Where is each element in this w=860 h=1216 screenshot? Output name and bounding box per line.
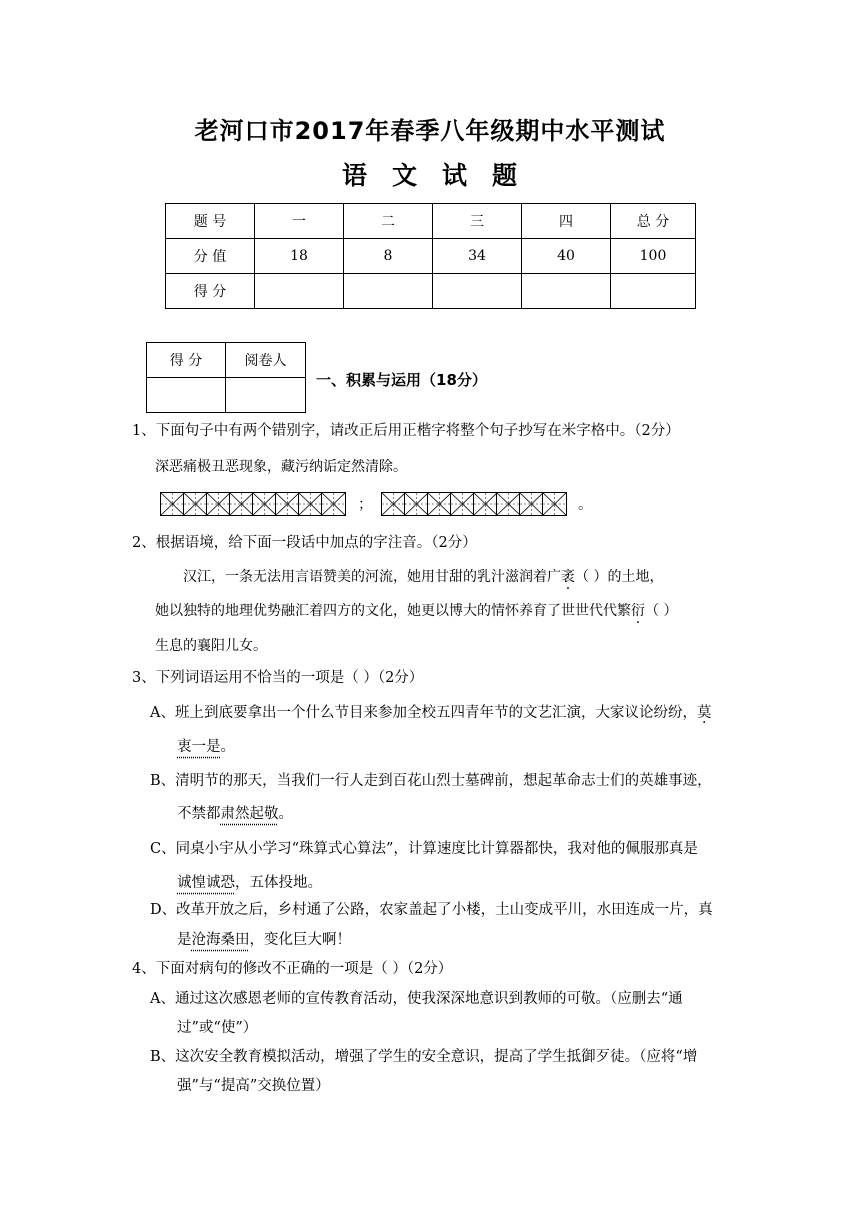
mi-grid-cell[interactable] — [451, 493, 474, 515]
writing-grid-left[interactable] — [160, 492, 346, 516]
score-entry-cell[interactable] — [433, 274, 522, 309]
answer-blank[interactable]: （ ） — [645, 603, 678, 619]
question-1-sentence: 深恶痛极丑恶现象，藏污纳诟定然清除。 — [155, 459, 407, 475]
question-2-line — [155, 600, 677, 620]
mi-grid-cell[interactable] — [184, 493, 207, 515]
dotted-text: 沧海桑田 — [191, 932, 250, 948]
question-2-line — [183, 566, 663, 586]
subtitle-char: 题 — [492, 161, 519, 190]
score-entry-cell[interactable] — [522, 274, 611, 309]
subtitle-char: 语 — [341, 161, 368, 190]
dotted-char: 衍 — [631, 603, 645, 619]
mi-grid-cell[interactable] — [428, 493, 451, 515]
table-cell: 题 号 — [166, 204, 255, 239]
table-cell: 40 — [522, 239, 611, 274]
writing-grid-right[interactable] — [381, 492, 567, 516]
question-2-line: 生息的襄阳儿女。 — [155, 638, 267, 654]
text-run: 不禁都 — [177, 806, 221, 822]
option-b-cont: 强”与“提高”交换位置） — [177, 1078, 330, 1094]
dotted-char: 袤 — [561, 569, 575, 585]
grader-name-label: 阅卷人 — [226, 343, 306, 378]
table-cell: 二 — [344, 204, 433, 239]
mi-grid-cell[interactable] — [207, 493, 230, 515]
table-cell: 分 值 — [166, 239, 255, 274]
table-cell: 四 — [522, 204, 611, 239]
mi-grid-cell[interactable] — [543, 493, 566, 515]
mi-grid-cell[interactable] — [253, 493, 276, 515]
text-run: ，变化巨大啊！ — [249, 932, 351, 948]
score-entry-cell[interactable] — [611, 274, 696, 309]
option-b: B、清明节的那天，当我们一行人走到百花山烈士墓碑前，想起革命志士们的英雄事迹， — [150, 773, 712, 789]
text-run: ，五体投地。 — [235, 875, 322, 891]
section-title: 一、积累与运用（18分） — [316, 371, 487, 389]
option-b-cont — [177, 804, 293, 824]
grader-name-entry[interactable] — [226, 378, 306, 413]
score-entry-cell[interactable] — [344, 274, 433, 309]
score-entry-cell[interactable] — [255, 274, 344, 309]
option-a-cont: 过”或“使”） — [177, 1020, 258, 1036]
table-cell: 18 — [255, 239, 344, 274]
subtitle-char: 文 — [391, 161, 418, 190]
dotted-text: 肃然起敬 — [220, 806, 279, 822]
option-c-cont — [177, 873, 322, 893]
text-run: 。 — [278, 806, 293, 822]
mi-grid-cell[interactable] — [497, 493, 520, 515]
table-cell: 得 分 — [166, 274, 255, 309]
grader-score-label: 得 分 — [147, 343, 226, 378]
grid-end-mark: 。 — [578, 497, 593, 513]
option-d: D、改革开放之后，乡村通了公路，农家盖起了小楼，土山变成平川，水田连成一片，真 — [150, 902, 713, 918]
text-run: 。 — [220, 739, 235, 755]
table-cell: 100 — [611, 239, 696, 274]
subtitle-char: 试 — [442, 161, 469, 190]
option-a-cont — [177, 737, 235, 757]
dotted-text: 诚惶诚恐 — [177, 875, 235, 891]
option-b: B、这次安全教育模拟活动，增强了学生的安全意识，提高了学生抵御歹徒。（应将“增 — [150, 1049, 698, 1065]
mi-grid-cell[interactable] — [474, 493, 497, 515]
answer-blank[interactable]: （ ）的土地， — [575, 569, 664, 585]
mi-grid-cell[interactable] — [382, 493, 405, 515]
text-run: 是 — [177, 932, 192, 948]
mi-grid-cell[interactable] — [276, 493, 299, 515]
option-a: A、通过这次感恩老师的宣传教育活动，使我深深地意识到教师的可敬。（应删去“通 — [150, 991, 683, 1007]
question-1-stem: 1、下面句子中有两个错别字，请改正后用正楷字将整个句子抄写在米字格中。（2分） — [132, 423, 680, 439]
grid-separator: ； — [358, 497, 373, 513]
grader-box — [146, 342, 306, 413]
mi-grid-cell[interactable] — [299, 493, 322, 515]
text-run: 她以独特的地理优势融汇着四方的文化，她更以博大的情怀养育了世世代代繁 — [155, 603, 631, 619]
table-cell: 34 — [433, 239, 522, 274]
table-cell: 三 — [433, 204, 522, 239]
table-cell: 一 — [255, 204, 344, 239]
score-table-header-row — [166, 204, 696, 239]
option-c: C、同桌小宇从小学习“珠算式心算法”，计算速度比计算器都快，我对他的佩服那真是 — [150, 841, 698, 857]
mi-grid-cell[interactable] — [161, 493, 184, 515]
text-run: A、班上到底要拿出一个什么节目来参加全校五四青年节的文艺汇演，大家议论纷纷， — [150, 705, 697, 721]
mi-grid-cell[interactable] — [405, 493, 428, 515]
table-cell: 总 分 — [611, 204, 696, 239]
text-run: 汉江，一条无法用言语赞美的河流，她用甘甜的乳汁滋润着广 — [183, 569, 561, 585]
table-cell: 8 — [344, 239, 433, 274]
question-3-stem: 3、下列词语运用不恰当的一项是（ ）（2分） — [132, 670, 424, 686]
question-4-stem: 4、下面对病句的修改不正确的一项是（ ）（2分） — [132, 961, 453, 977]
mi-grid-cell[interactable] — [322, 493, 345, 515]
mi-grid-cell[interactable] — [520, 493, 543, 515]
question-2-stem: 2、根据语境，给下面一段话中加点的字注音。（2分） — [132, 535, 477, 551]
dotted-char: 莫 — [696, 705, 712, 721]
exam-title: 老河口市2017年春季八年级期中水平测试 — [194, 117, 666, 145]
mi-grid-cell[interactable] — [230, 493, 253, 515]
score-table — [165, 203, 696, 309]
option-d-cont — [177, 930, 351, 950]
option-a — [150, 703, 711, 723]
grader-score-entry[interactable] — [147, 378, 226, 413]
score-table-score-row — [166, 274, 696, 309]
exam-subtitle — [0, 156, 860, 192]
dotted-text: 衷一是 — [177, 739, 221, 755]
score-table-value-row — [166, 239, 696, 274]
